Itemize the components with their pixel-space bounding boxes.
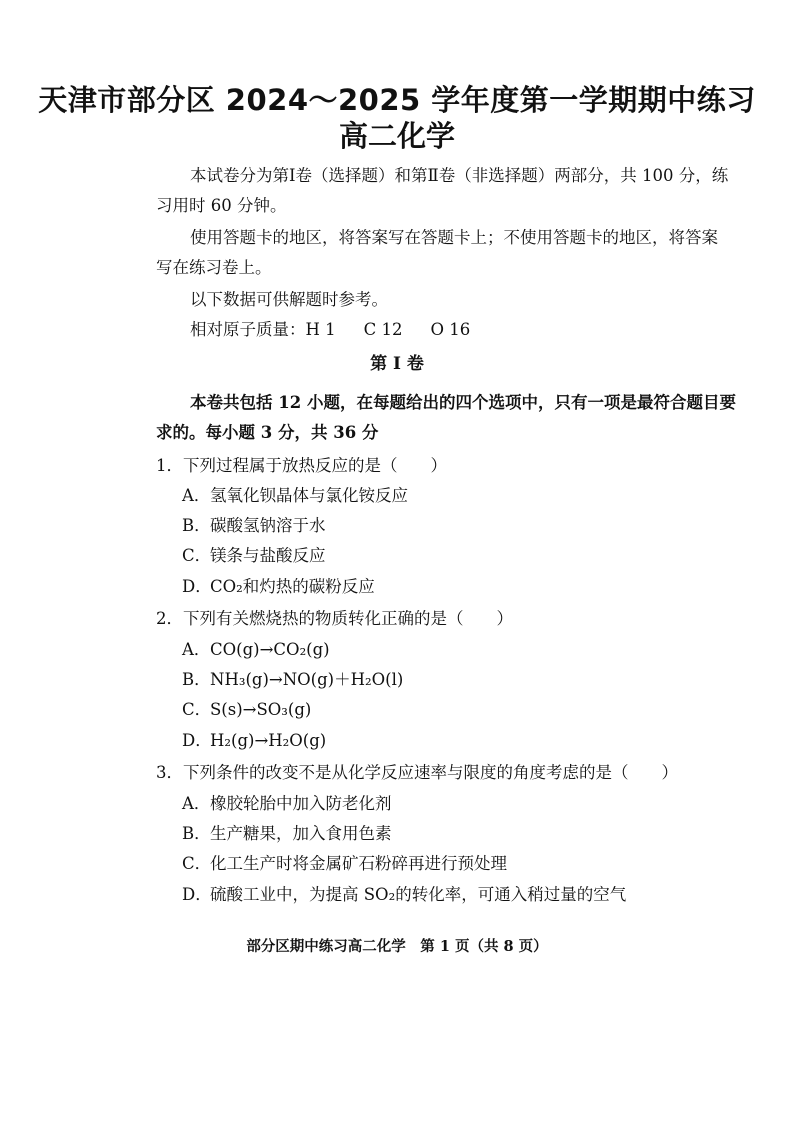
option-text: 化工生产时将金属矿石粉碎再进行预处理 <box>210 854 507 873</box>
option-letter: B． <box>182 824 211 843</box>
option-letter: B． <box>182 670 211 689</box>
question-1-stem <box>156 452 447 476</box>
question-1-option-d <box>182 573 375 597</box>
atomic-mass-o: O 16 <box>430 320 471 339</box>
option-letter: C． <box>182 546 212 565</box>
question-text: 下列有关燃烧热的物质转化正确的是（ ） <box>183 609 513 628</box>
instruction-line-1a: 本试卷分为第Ⅰ卷（选择题）和第Ⅱ卷（非选择题）两部分，共 100 分，练 <box>190 166 729 185</box>
question-2-option-a <box>182 636 330 660</box>
option-text: H₂(g)→H₂O(g) <box>210 731 327 750</box>
option-text: 氢氧化钡晶体与氯化铵反应 <box>210 486 408 505</box>
option-text: 橡胶轮胎中加入防老化剂 <box>210 794 392 813</box>
instruction-line-1b: 习用时 60 分钟。 <box>156 196 287 215</box>
instruction-line-3: 以下数据可供解题时参考。 <box>190 290 388 309</box>
option-letter: D． <box>182 731 212 750</box>
question-2-option-b <box>182 666 403 690</box>
option-text: S(s)→SO₃(g) <box>210 700 312 719</box>
question-text: 下列过程属于放热反应的是（ ） <box>183 456 447 475</box>
question-3-option-c <box>182 850 507 874</box>
instruction-line-2a: 使用答题卡的地区，将答案写在答题卡上；不使用答题卡的地区，将答案 <box>190 228 718 247</box>
option-text: CO(g)→CO₂(g) <box>210 640 330 659</box>
atomic-mass-c: C 12 <box>363 320 403 339</box>
atomic-masses-label: 相对原子质量： <box>190 320 306 339</box>
question-number: 2． <box>156 609 183 628</box>
atomic-masses <box>190 316 470 340</box>
question-3-option-b <box>182 820 392 844</box>
question-3-stem <box>156 759 678 783</box>
question-number: 1． <box>156 456 183 475</box>
section-intro-b: 求的。每小题 3 分，共 36 分 <box>156 423 379 442</box>
question-text: 下列条件的改变不是从化学反应速率与限度的角度考虑的是（ ） <box>183 763 678 782</box>
question-2-stem <box>156 605 513 629</box>
question-3-option-a <box>182 790 392 814</box>
option-text: 镁条与盐酸反应 <box>210 546 326 565</box>
exam-title: 天津市部分区 2024～2025 学年度第一学期期中练习 <box>38 83 756 117</box>
option-letter: A． <box>182 640 211 659</box>
option-letter: C． <box>182 700 212 719</box>
option-text: 碳酸氢钠溶于水 <box>210 516 326 535</box>
page-footer: 部分区期中练习高二化学 第 1 页（共 8 页） <box>246 938 548 955</box>
question-2-option-d <box>182 727 326 751</box>
option-text: NH₃(g)→NO(g)＋H₂O(l) <box>210 670 404 689</box>
section-intro-a: 本卷共包括 12 小题，在每题给出的四个选项中，只有一项是最符合题目要 <box>190 393 736 412</box>
option-letter: A． <box>182 486 211 505</box>
question-2-option-c <box>182 696 311 720</box>
section-title: 第 Ⅰ 卷 <box>370 354 424 374</box>
instruction-line-2b: 写在练习卷上。 <box>156 258 272 277</box>
exam-subject: 高二化学 <box>338 119 455 153</box>
question-1-option-a <box>182 482 408 506</box>
option-letter: D． <box>182 885 212 904</box>
option-letter: D． <box>182 577 212 596</box>
option-letter: C． <box>182 854 212 873</box>
question-3-option-d <box>182 881 626 905</box>
question-1-option-b <box>182 512 326 536</box>
question-number: 3． <box>156 763 183 782</box>
option-letter: A． <box>182 794 211 813</box>
option-text: 生产糖果，加入食用色素 <box>210 824 392 843</box>
option-letter: B． <box>182 516 211 535</box>
question-1-option-c <box>182 542 326 566</box>
option-text: 硫酸工业中，为提高 SO₂的转化率，可通入稍过量的空气 <box>210 885 627 904</box>
option-text: CO₂和灼热的碳粉反应 <box>210 577 375 596</box>
atomic-mass-h: H 1 <box>305 320 336 339</box>
